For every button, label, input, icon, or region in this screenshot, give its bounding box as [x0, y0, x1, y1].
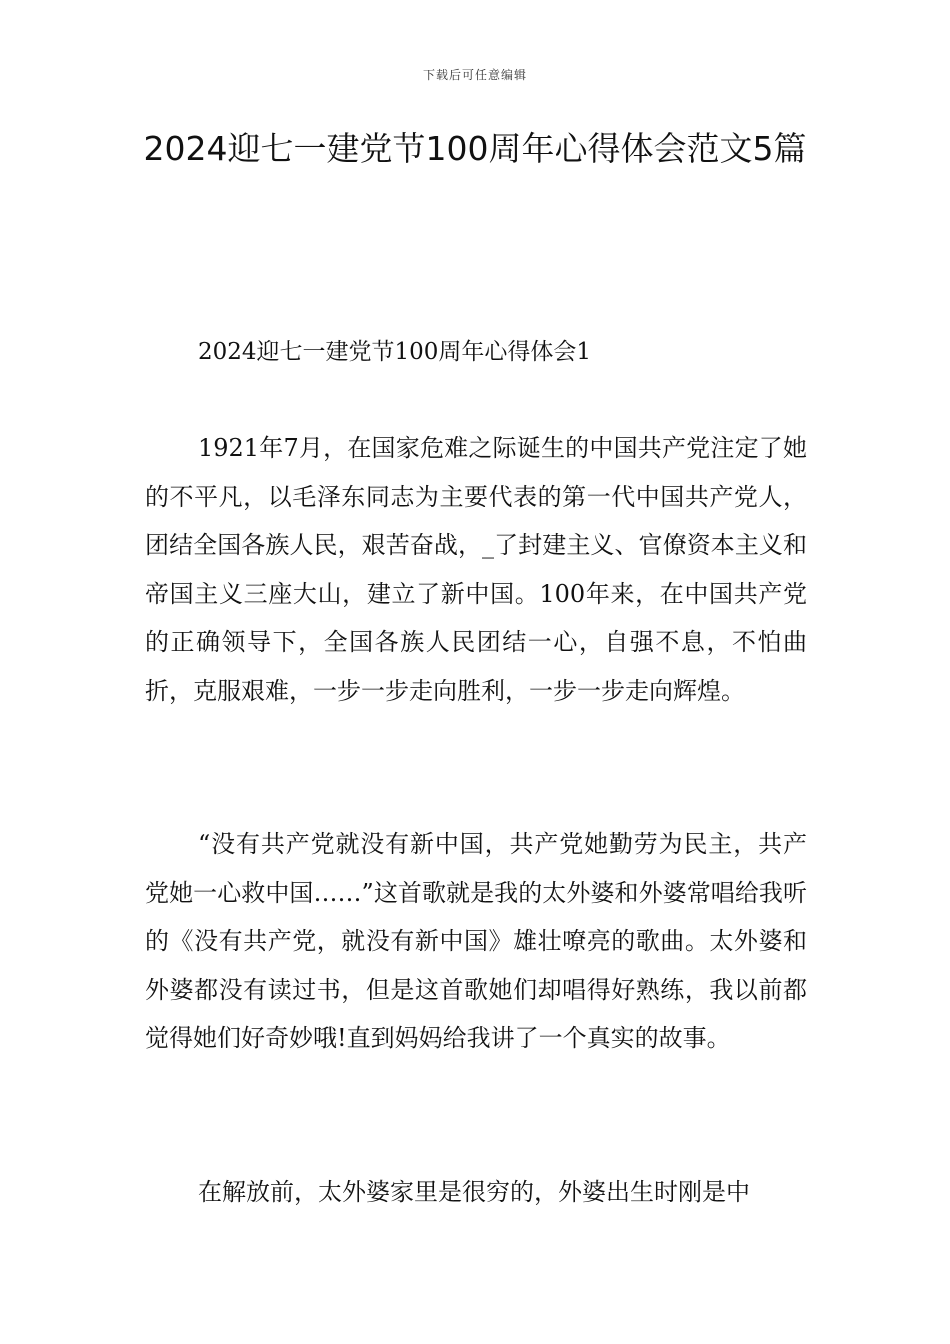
section-heading: 2024迎七一建党节100周年心得体会1 — [198, 339, 592, 365]
paragraph-2: “没有共产党就没有新中国，共产党她勤劳为民主，共产党她一心救中国……”这首歌就是我的太外婆和外婆常唱给我听的《没有共产党，就没有新中国》雄壮嘹亮的歌曲。太外婆和外婆都没有读过书，但是这首歌她们却唱得好熟练，我以前都觉得她们好奇妙哦!直到妈妈给我讲了一个真实的故事。 — [145, 830, 807, 1052]
paragraph-1: 1921年7月，在国家危难之际诞生的中国共产党注定了她的不平凡，以毛泽东同志为主要代表的第一代中国共产党人，团结全国各族人民，艰苦奋战，_了封建主义、官僚资本主义和帝国主义三座大山，建立了新中国。100年来，在中国共产党的正确领导下，全国各族人民团结一心，自强不息，不怕曲折，克服艰难，一步一步走向胜利，一步一步走向辉煌。 — [145, 434, 807, 705]
header-note: 下载后可任意编辑 — [422, 68, 527, 82]
document-title: 2024迎七一建党节100周年心得体会范文5篇 — [143, 129, 807, 168]
paragraph-3: 在解放前，太外婆家里是很穷的，外婆出生时刚是中 — [198, 1178, 750, 1206]
